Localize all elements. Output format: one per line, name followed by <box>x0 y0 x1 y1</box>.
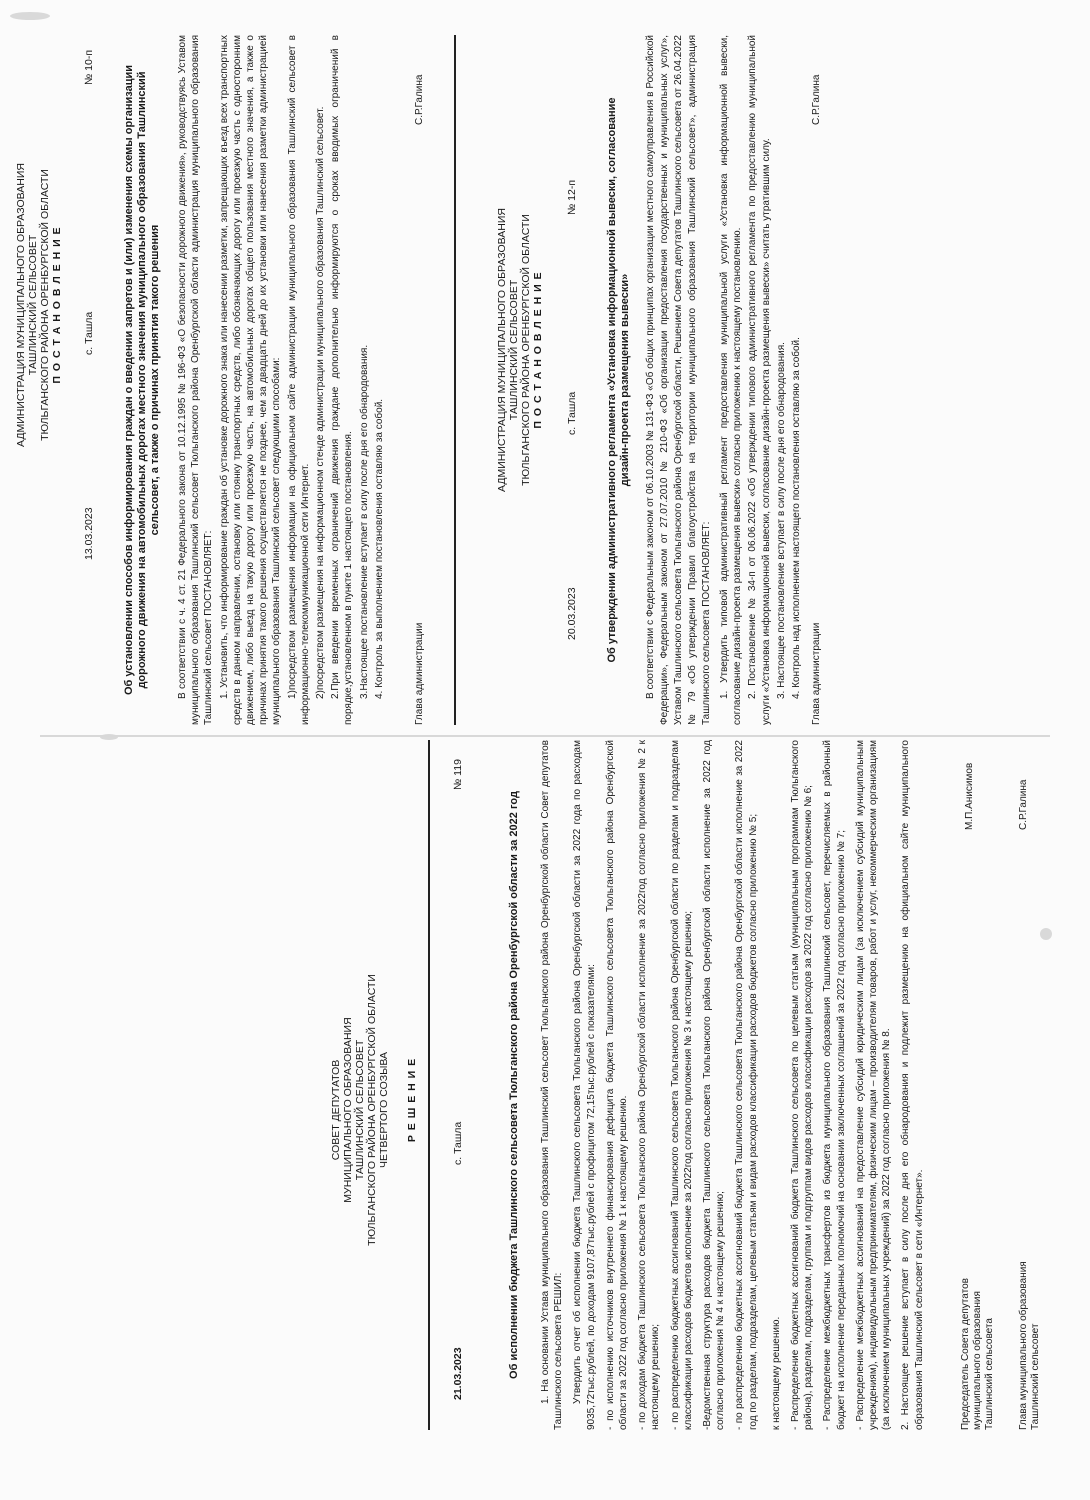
signature-block-2 <box>1018 740 1048 1430</box>
doc-type: П О С Т А Н О В Л Е Н И Е <box>532 271 545 429</box>
section-divider <box>454 35 456 725</box>
body <box>539 740 926 1430</box>
paragraph: - Распределение бюджетных ассигнований бюджета Ташлинского сельсовета по целевым статьям (муниципальным программам Тюльганского района), разделам, подразделам, группам и подгруппам видов расходов классификации расходов за 2022 год согласно приложению № 6; <box>790 740 815 1430</box>
date-row <box>566 35 582 725</box>
header-rule <box>428 740 430 1430</box>
body <box>176 35 386 725</box>
paragraph: 2. Настоящее решение вступает в силу после дня его обнародования и подлежит размещению на официальном сайте муниципального образования Ташлинский сельсовет в сети «Интернет». <box>900 740 925 1430</box>
doc-title: Об исполнении бюджета Ташлинского сельсовета Тюльганского района Оренбургской области за 2022 год <box>508 791 520 1379</box>
decision-119 <box>0 740 1090 1430</box>
signatory-title: Глава администрации <box>414 622 426 725</box>
right2-header <box>496 35 544 665</box>
signatory-name: С.Р.Галина <box>1017 779 1029 830</box>
paragraph: 1. Утвердить типовой административный регламент предоставления муниципальной услуги «Установка информационной вывески, согласование дизайн-проекта размещения вывески» согласно приложению к настоящему постановлению. <box>719 35 744 725</box>
right1-header <box>15 35 63 575</box>
paragraph: В соответствии с ч. 4 ст. 21 Федерального закона от 10.12.1995 № 196-ФЗ «О безопасности дорожного движения», руководствуясь Уставом муниципального образования Ташлинский сельсовет Тюльганского района Оренбургской области администрация муниципального образования Ташлинский сельсовет ПОСТАНОВЛЯЕТ: <box>177 35 215 725</box>
doc-number: № 119 <box>452 759 464 790</box>
paragraph: В соответствии с Федеральным законом от 06.10.2003 № 131-ФЗ «Об общих принципах организации местного самоуправления в Российской Федерации», Федеральным законом от 27.07.2010 № 210-ФЗ «Об организации предоставления государственных и муниципальных услуг», Уставом Ташлинского сельсовета Тюльганского района Оренбургской области, Решением Совета депутатов Ташлинского сельсовета от 26.04.2022 № 79 «Об утверждении Правил благоустройства на территории муниципального образования Ташлинский сельсовет», администрация Ташлинского сельсовета ПОСТАНОВЛЯЕТ: <box>645 35 713 725</box>
doc-number: № 10-п <box>83 49 95 85</box>
paragraph: 1. На основании Устава муниципального образования Ташлинский сельсовет Тюльганского района Оренбургской области Совет депутатов Ташлинского сельсовета РЕШИЛ: <box>540 740 565 1430</box>
signature-block-1 <box>960 740 1004 1430</box>
paragraph: 4. Контроль за выполнением постановления оставляю за собой. <box>373 398 385 699</box>
doc-type: П О С Т А Н О В Л Е Н И Е <box>51 226 63 384</box>
doc-title: Об установлении способов информирования граждан о введении запретов и (или) изменения схемы организации дорожного движения на автомобильных дорогах местного значения муниципального образования Ташлинский сельсовет, а также о причинах принятия такого решения <box>123 64 161 696</box>
place: с. Ташла <box>83 311 95 355</box>
date-row <box>83 35 99 725</box>
paragraph: 1)посредством размещения информации на официальном сайте администрации муниципального образования Ташлинский сельсовет в информационно-телекоммуникационной сети Интернет. <box>286 35 311 725</box>
paragraph: - по распределению бюджетных ассигнований бюджета Ташлинского сельсовета Тюльганского района Оренбургской области исполнение за 2022 год по разделам, подразделам, целевым статьям и видам расходов классификации расходов бюджетов согласно приложению № 5; <box>734 740 759 1430</box>
header-line: МУНИЦИПАЛЬНОГО ОБРАЗОВАНИЯ <box>342 1017 354 1203</box>
resolution-12p <box>496 35 825 725</box>
header-line: АДМИНИСТРАЦИЯ МУНИЦИПАЛЬНОГО ОБРАЗОВАНИЯ <box>15 163 27 448</box>
date: 20.03.2023 <box>566 587 579 640</box>
signatory-name: С.Р.Галина <box>414 74 426 125</box>
date: 21.03.2023 <box>452 1347 464 1400</box>
paragraph: - по исполнению источников внутреннего финансирования дефицита бюджета Ташлинского сельсовета Тюльганского района Оренбургской области за 2022 год согласно приложения № 1 к настоящему решению. <box>604 740 630 1430</box>
left-header <box>330 740 390 1480</box>
header-line: ТЮЛЬГАНСКОГО РАЙОНА ОРЕНБУРГСКОЙ ОБЛАСТИ <box>520 214 533 486</box>
signatory-title: Глава муниципального образования <box>1017 1261 1029 1430</box>
signatory-title: Ташлинский сельсовета <box>983 1318 995 1430</box>
signatory-title: Глава администрации <box>811 622 823 725</box>
signatory-title: Ташлинский сельсовет <box>1029 1323 1041 1430</box>
page-fold <box>40 735 1050 737</box>
date-row <box>452 740 468 1430</box>
paragraph: - по распределению бюджетных ассигнований Ташлинского сельсовета Тюльганского района Оренбургской области по разделам и подразделам классификации расходов бюджетов исполнение за 2022год согласно приложения № 3 к настоящему решению; <box>669 740 694 1430</box>
header-line: СОВЕТ ДЕПУТАТОВ <box>330 1059 342 1161</box>
signature-row <box>811 35 825 725</box>
doc-number: № 12-п <box>566 179 579 215</box>
paragraph: 2. Постановление № 34-п от 06.06.2022 «Об утверждении типового административного регламента по предоставлению муниципальной услуги «Установка информационной вывески, согласование дизайн-проекта размещения вывески» считать утратившим силу. <box>747 35 772 725</box>
header-line: ЧЕТВЕРТОГО СОЗЫВА <box>378 1051 390 1169</box>
signatory-name: С.Р.Галина <box>811 74 823 125</box>
header-line: АДМИНИСТРАЦИЯ МУНИЦИПАЛЬНОГО ОБРАЗОВАНИЯ <box>496 208 509 493</box>
signature-row <box>414 35 428 725</box>
doc-type: Р Е Ш Е Н И Е <box>406 1057 418 1143</box>
date: 13.03.2023 <box>83 507 95 560</box>
resolution-10p <box>15 35 428 725</box>
header-line: ТАШЛИНСКИЙ СЕЛЬСОВЕТ <box>354 1039 366 1181</box>
right-column <box>0 35 1090 725</box>
paragraph: - Распределение межбюджетных трансфертов из бюджета муниципального образования Ташлинский сельсовет, перечисляемых в районный бюджет на исполнение переданных полномочий на основании заключенных соглашений за 2022 год согласно приложению № 7; <box>822 740 847 1430</box>
header-line: ТЮЛЬГАНСКОГО РАЙОНА ОРЕНБУРГСКОЙ ОБЛАСТИ <box>39 169 51 441</box>
paragraph: -Ведомственная структура расходов бюджета Ташлинского сельсовета Тюльганского района Оренбургской области исполнение за 2022 год согласно приложения № 4 к настоящему решению; <box>702 740 727 1430</box>
place: с. Ташла <box>566 391 579 435</box>
place: с. Ташла <box>452 1121 464 1165</box>
paragraph: 3. Настоящее постановление вступает в силу после дня его обнародования. <box>775 342 787 699</box>
paragraph: 4. Контроль над исполнением настоящего постановления оставляю за собой. <box>791 337 803 699</box>
paragraph: 2)посредством размещения на информационном стенде администрации муниципального образования Ташлинский сельсовет. <box>315 106 327 699</box>
body <box>644 35 803 725</box>
header-line: ТЮЛЬГАНСКОГО РАЙОНА ОРЕНБУРГСКОЙ ОБЛАСТИ <box>366 974 378 1246</box>
paragraph: - Распределение межбюджетных ассигнований на предоставление субсидий юридическим лицам (за исключением субсидий муниципальным учреждениям), индивидуальным предпринимателям, физическим лицам – производителям товаров, работ и услуг, некоммерческим организациям (за исключением муниципальных учреждений) за 2022 год согласно приложения № 8. <box>854 740 893 1430</box>
paragraph: 2.При введении временных ограничений движения граждане дополнительно информируются о сроках вводимых ограничений в порядке,установленном в пункте 1 настоящего постановления. <box>330 35 355 725</box>
paragraph: Утвердить отчет об исполнении бюджета Ташлинского сельсовета Тюльганского района Оренбургской области за 2022 года по расходам 9035,72тыс.рублей, по доходам 9107,87тыс.рублей с профицитом 72,15тыс.рублей с показателями: <box>572 740 597 1430</box>
signatory-name: М.П.Анисимов <box>963 762 975 830</box>
paragraph: к настоящему решению. <box>770 1316 782 1430</box>
doc-title: Об утверждении административного регламента «Установка информационной вывески, согласование дизайн-проекта размещения вывески» <box>606 97 632 663</box>
paragraph: 1. Установить, что информирование граждан об установке дорожного знака или нанесении разметки, запрещающих въезд всех транспортных средств в данном направлении, остановку или стоянку транспортных средств, либо обозначающих дорогу или проезжую часть с односторонним движением, либо выезд на такую дорогу или проезжую часть, на автомобильных дорогах общего пользования местного значения, а также о причинах принятия такого решения осуществляется не позднее, чем за двадцать дней до их установки или нанесения разметки администрацией муниципального образования Ташлинский сельсовет следующими способами: <box>218 35 283 725</box>
header-line: ТАШЛИНСКИЙ СЕЛЬСОВЕТ <box>508 279 521 421</box>
signatory-title: муниципального образования <box>971 1291 983 1430</box>
signatory-title: Председатель Совета депутатов <box>959 1278 971 1430</box>
paragraph: - по доходам бюджета Ташлинского сельсовета Тюльганского района Оренбургской области исполнение за 2022год согласно приложения № 2 к настоящему решению; <box>637 740 662 1430</box>
paragraph: 3.Настоящее постановление вступает в силу после дня его обнародования. <box>358 344 370 699</box>
header-line: ТАШЛИНСКИЙ СЕЛЬСОВЕТ <box>27 234 39 376</box>
